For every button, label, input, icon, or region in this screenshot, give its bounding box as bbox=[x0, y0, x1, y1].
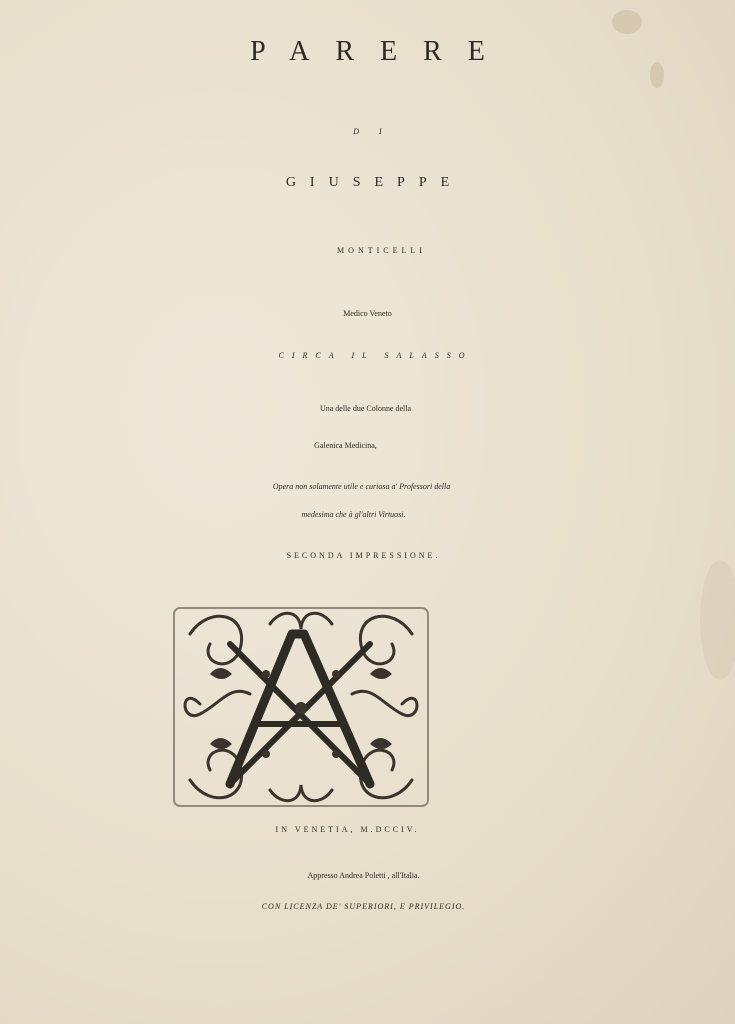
page-title: PARERE bbox=[250, 36, 511, 67]
paper-stain bbox=[700, 560, 735, 680]
author-first-name: GIUSEPPE bbox=[285, 175, 464, 190]
subject-heading: CIRCA IL SALASSO bbox=[278, 351, 473, 360]
author-last-name: MONTICELLI bbox=[337, 246, 426, 255]
edition-statement: SECONDA IMPRESSIONE. bbox=[286, 551, 441, 560]
imprint-license: CON LICENZA DE' SUPERIORI, E PRIVILEGIO. bbox=[261, 902, 466, 911]
description-line: medesima che à gl'altri Virtuosi. bbox=[301, 510, 406, 519]
title-preposition: DI bbox=[353, 127, 402, 136]
imprint-place-date: IN VENETIA, M.DCCIV. bbox=[275, 825, 420, 834]
imprint-printer: Appresso Andrea Poletti , all'Italia. bbox=[307, 871, 420, 880]
floral-ornament-icon bbox=[170, 604, 432, 810]
description-line: Opera non solamente utile e curiosa a' Professori della bbox=[272, 482, 451, 491]
subtitle-line: Galenica Medicina, bbox=[314, 441, 377, 450]
author-role: Medico Veneto bbox=[343, 309, 392, 318]
paper-stain bbox=[612, 10, 642, 34]
subtitle-line: Una delle due Colonne della bbox=[319, 404, 412, 413]
